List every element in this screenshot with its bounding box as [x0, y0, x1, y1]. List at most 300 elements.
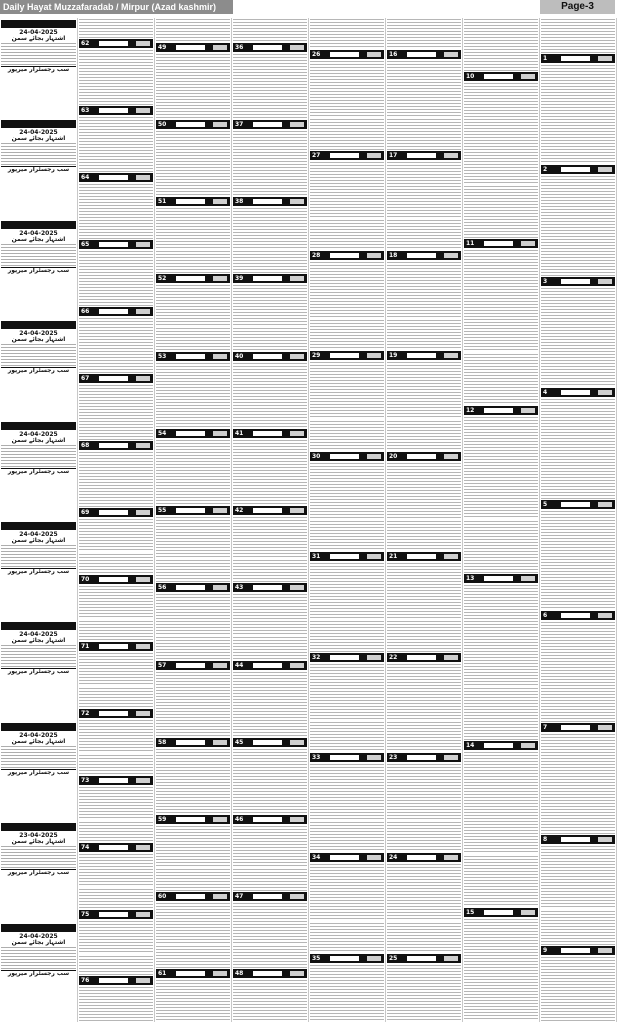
ad-number: 33: [312, 753, 321, 761]
ad-text: [310, 563, 384, 619]
ad-logo-mark: [290, 354, 304, 359]
ad-text: [387, 621, 461, 651]
notice-date: 24-04-2025: [19, 731, 58, 739]
ad-number-bar: [233, 429, 307, 438]
ad-logo-mark: [444, 153, 458, 158]
ad-text: [233, 96, 307, 119]
ad-number-bar: [310, 653, 384, 662]
ad-text: [464, 856, 538, 908]
ad-logo-mark: [367, 655, 381, 660]
ad-text: [310, 162, 384, 218]
notice-column: [0, 18, 78, 1022]
ad-logo-mark: [444, 655, 458, 660]
ad-number-slot: [176, 276, 205, 281]
ad-logo-mark: [136, 376, 150, 381]
ad-number-bar: [233, 815, 307, 824]
ad-number-bar: [79, 910, 153, 919]
ad-number: 8: [543, 835, 548, 843]
ad-text: [541, 242, 615, 276]
ad-number-slot: [99, 978, 128, 983]
ad-number-bar: [310, 853, 384, 862]
ad-number: 30: [312, 452, 321, 460]
ad-number: 19: [389, 352, 398, 360]
ad-number-slot: [407, 755, 436, 760]
ad-number-slot: [176, 508, 205, 513]
ad-number: 20: [389, 452, 398, 460]
ad-number-slot: [561, 837, 590, 842]
notice-date: 24-04-2025: [19, 129, 58, 137]
ad-number-slot: [330, 956, 359, 961]
ad-number-bar: [79, 575, 153, 584]
ad-text: [541, 19, 615, 53]
ad-number-bar: [156, 43, 230, 52]
ad-number-bar: [387, 753, 461, 762]
ad-text: [79, 86, 153, 105]
ad-number: 36: [235, 43, 244, 51]
ad-text: [387, 664, 461, 720]
notice-heading: اشتہار بجائے سمن: [11, 235, 66, 243]
ad-number: 17: [389, 151, 398, 159]
ad-number: 67: [81, 375, 90, 383]
ad-number-slot: [330, 755, 359, 760]
classified-column: [463, 18, 540, 1022]
court-notice: [1, 723, 76, 819]
notice-heading: اشتہار بجائے سمن: [11, 35, 66, 42]
notice-header: [1, 522, 76, 530]
ad-number-bar: [464, 72, 538, 81]
ad-text: [387, 262, 461, 318]
ad-text: [310, 19, 384, 49]
ad-number: 9: [543, 947, 548, 955]
ad-text: [156, 440, 230, 481]
ad-number-slot: [99, 41, 128, 46]
ad-text: [79, 854, 153, 888]
ad-text: [233, 980, 307, 1021]
ad-number-slot: [561, 56, 590, 61]
ad-text: [464, 19, 538, 71]
ad-number: 35: [312, 954, 321, 962]
ad-number-slot: [484, 408, 513, 413]
ad-number: 21: [389, 553, 398, 561]
ad-number: 16: [389, 51, 398, 59]
ad-text: [79, 50, 153, 84]
ad-logo-mark: [598, 613, 612, 618]
ad-number-bar: [310, 753, 384, 762]
ad-logo-mark: [213, 971, 227, 976]
ad-logo-mark: [444, 755, 458, 760]
ad-text: [156, 19, 230, 42]
ad-number-bar: [541, 500, 615, 509]
notice-date: 24-04-2025: [19, 330, 58, 338]
notice-header: [1, 120, 76, 128]
ad-number: 62: [81, 40, 90, 48]
ad-logo-mark: [521, 408, 535, 413]
ad-text: [156, 285, 230, 326]
ad-text: [310, 621, 384, 651]
ad-text: [156, 328, 230, 351]
ad-text: [541, 688, 615, 722]
ad-text: [541, 465, 615, 499]
ad-number-slot: [176, 431, 205, 436]
ad-number-bar: [310, 954, 384, 963]
ad-text: [156, 560, 230, 583]
ad-text: [541, 288, 615, 352]
ad-text: [541, 399, 615, 463]
ad-logo-mark: [290, 817, 304, 822]
ad-number-slot: [99, 108, 128, 113]
ad-number-slot: [99, 778, 128, 783]
ad-text: [233, 173, 307, 196]
ad-number-slot: [99, 443, 128, 448]
ad-number: 14: [466, 741, 475, 749]
ad-text: [79, 987, 153, 1021]
ad-number-bar: [464, 239, 538, 248]
notice-signature: سب رجسٹرار میرپور: [1, 769, 76, 776]
ad-number: 68: [81, 442, 90, 450]
notice-body: [1, 344, 76, 366]
ad-number: 71: [81, 642, 90, 650]
ad-text: [79, 519, 153, 553]
ad-number-slot: [99, 510, 128, 515]
ad-logo-mark: [367, 253, 381, 258]
ad-number-slot: [561, 948, 590, 953]
ad-text: [233, 285, 307, 326]
ad-number-slot: [407, 956, 436, 961]
ad-logo-mark: [598, 837, 612, 842]
ad-text: [79, 19, 153, 38]
court-notice: [1, 120, 76, 216]
notice-heading: اشتہار بجائے سمن: [11, 838, 66, 846]
ad-text: [233, 714, 307, 737]
ad-number-bar: [233, 274, 307, 283]
ad-number-bar: [156, 815, 230, 824]
ad-number-bar: [233, 506, 307, 515]
notice-signature: سب رجسٹرار میرپور: [1, 568, 76, 575]
ad-text: [541, 622, 615, 686]
ad-number-slot: [253, 431, 282, 436]
ad-text: [233, 903, 307, 944]
ad-number: 43: [235, 584, 244, 592]
ad-number-slot: [330, 554, 359, 559]
ad-number-bar: [464, 574, 538, 583]
ad-number: 24: [389, 854, 398, 862]
ad-logo-mark: [290, 508, 304, 513]
ad-number: 29: [312, 352, 321, 360]
ad-number-bar: [387, 351, 461, 360]
ad-number: 26: [312, 51, 321, 59]
ad-number: 34: [312, 854, 321, 862]
ad-text: [233, 869, 307, 892]
ad-number-bar: [79, 39, 153, 48]
ad-number-slot: [176, 663, 205, 668]
ad-logo-mark: [213, 817, 227, 822]
ad-number-bar: [310, 351, 384, 360]
ad-text: [541, 65, 615, 129]
ad-number: 42: [235, 507, 244, 515]
ad-number-bar: [387, 151, 461, 160]
ad-logo-mark: [367, 454, 381, 459]
ad-text: [79, 720, 153, 754]
ad-number: 7: [543, 724, 548, 732]
ad-text: [233, 791, 307, 814]
ad-logo-mark: [136, 443, 150, 448]
ad-number-slot: [484, 241, 513, 246]
court-notice: [1, 422, 76, 518]
ad-number-slot: [561, 502, 590, 507]
ad-text: [79, 956, 153, 975]
page-number: Page-3: [540, 0, 615, 14]
ad-text: [156, 637, 230, 660]
ad-text: [464, 919, 538, 1021]
ad-text: [310, 61, 384, 117]
notice-body: [1, 244, 76, 266]
ad-logo-mark: [213, 508, 227, 513]
ad-text: [79, 653, 153, 687]
ad-number: 3: [543, 277, 548, 285]
ad-logo-mark: [444, 554, 458, 559]
ad-number: 70: [81, 575, 90, 583]
ad-number-slot: [99, 577, 128, 582]
ad-text: [233, 946, 307, 969]
ad-text: [156, 749, 230, 790]
ad-text: [79, 421, 153, 440]
ad-logo-mark: [367, 52, 381, 57]
ad-number: 37: [235, 120, 244, 128]
notice-date: 24-04-2025: [19, 932, 58, 940]
ad-logo-mark: [213, 122, 227, 127]
ad-logo-mark: [290, 740, 304, 745]
notice-header: [1, 20, 76, 28]
ad-text: [464, 688, 538, 740]
ad-number-bar: [156, 197, 230, 206]
ad-logo-mark: [290, 971, 304, 976]
ad-text: [310, 262, 384, 318]
ad-number-bar: [310, 452, 384, 461]
ad-logo-mark: [213, 585, 227, 590]
ad-text: [464, 354, 538, 406]
ad-text: [387, 521, 461, 551]
ad-number: 56: [158, 584, 167, 592]
ad-logo-mark: [367, 153, 381, 158]
ad-number-bar: [79, 307, 153, 316]
ad-number: 40: [235, 352, 244, 360]
ad-number: 51: [158, 198, 167, 206]
ad-number-bar: [79, 709, 153, 718]
ad-text: [233, 405, 307, 428]
ad-logo-mark: [136, 912, 150, 917]
ad-number-bar: [387, 552, 461, 561]
ad-number-slot: [253, 817, 282, 822]
ad-text: [156, 482, 230, 505]
ad-number: 15: [466, 909, 475, 917]
ad-number: 50: [158, 120, 167, 128]
ad-number-slot: [99, 242, 128, 247]
ad-text: [156, 791, 230, 814]
ad-logo-mark: [367, 353, 381, 358]
notice-header: [1, 422, 76, 430]
ad-number: 46: [235, 816, 244, 824]
ad-number-bar: [156, 969, 230, 978]
ad-logo-mark: [598, 167, 612, 172]
ad-number-bar: [233, 969, 307, 978]
classified-column: [386, 18, 463, 1022]
ad-text: [233, 363, 307, 404]
notice-body: [1, 947, 76, 969]
ad-text: [464, 250, 538, 352]
ad-logo-mark: [136, 577, 150, 582]
court-notice: [1, 924, 76, 1020]
ad-number-bar: [233, 43, 307, 52]
ad-text: [156, 96, 230, 119]
ad-logo-mark: [136, 711, 150, 716]
ad-number-slot: [484, 576, 513, 581]
notice-header: [1, 622, 76, 630]
ad-text: [387, 923, 461, 953]
ad-number: 32: [312, 653, 321, 661]
ad-number-bar: [541, 723, 615, 732]
ad-logo-mark: [136, 175, 150, 180]
notice-date: 23-04-2025: [19, 832, 58, 840]
ad-number-bar: [310, 552, 384, 561]
ad-number-bar: [310, 251, 384, 260]
classified-column: [232, 18, 309, 1022]
ad-text: [79, 554, 153, 573]
ad-text: [156, 826, 230, 867]
ad-number-bar: [79, 508, 153, 517]
ad-logo-mark: [521, 743, 535, 748]
ad-text: [79, 452, 153, 486]
ad-number-slot: [253, 354, 282, 359]
ad-number: 69: [81, 508, 90, 516]
ad-logo-mark: [136, 978, 150, 983]
ad-text: [79, 822, 153, 841]
ad-number-bar: [541, 611, 615, 620]
ad-logo-mark: [290, 894, 304, 899]
ad-number: 31: [312, 553, 321, 561]
ad-text: [79, 755, 153, 774]
ad-number-bar: [156, 583, 230, 592]
ad-number: 28: [312, 251, 321, 259]
ad-number-bar: [233, 661, 307, 670]
ad-logo-mark: [444, 353, 458, 358]
ad-text: [233, 672, 307, 713]
ad-number: 22: [389, 653, 398, 661]
ad-text: [156, 517, 230, 558]
ad-logo-mark: [367, 755, 381, 760]
ad-text: [387, 764, 461, 820]
ad-text: [79, 117, 153, 151]
ad-logo-mark: [444, 956, 458, 961]
ad-text: [387, 119, 461, 149]
ad-text: [156, 131, 230, 172]
ad-number-slot: [330, 253, 359, 258]
ad-number-slot: [484, 743, 513, 748]
ad-logo-mark: [213, 199, 227, 204]
ad-text: [310, 664, 384, 720]
ad-number-bar: [541, 388, 615, 397]
ad-number: 13: [466, 574, 475, 582]
ad-text: [233, 131, 307, 172]
ad-text: [541, 131, 615, 165]
notice-signature: سب رجسٹرار میرپور: [1, 970, 76, 977]
ad-number-slot: [176, 585, 205, 590]
ad-text: [156, 946, 230, 969]
ad-number-bar: [79, 642, 153, 651]
ad-text: [156, 405, 230, 428]
ad-text: [541, 577, 615, 611]
ad-logo-mark: [290, 431, 304, 436]
ad-logo-mark: [213, 276, 227, 281]
ad-text: [387, 362, 461, 418]
ad-number-slot: [253, 45, 282, 50]
ad-logo-mark: [136, 108, 150, 113]
ad-text: [233, 594, 307, 635]
court-notice: [1, 823, 76, 919]
ad-logo-mark: [444, 454, 458, 459]
ad-number-slot: [253, 740, 282, 745]
ad-text: [156, 54, 230, 95]
ad-logo-mark: [136, 41, 150, 46]
ad-logo-mark: [136, 778, 150, 783]
ad-number-bar: [387, 452, 461, 461]
ad-logo-mark: [444, 52, 458, 57]
ad-text: [156, 869, 230, 892]
ad-logo-mark: [213, 663, 227, 668]
ad-number: 10: [466, 72, 475, 80]
ad-number-slot: [561, 279, 590, 284]
notice-heading: اشتہار بجائے سمن: [11, 135, 66, 143]
ad-number-slot: [561, 167, 590, 172]
ad-text: [310, 421, 384, 451]
ad-text: [310, 119, 384, 149]
ad-number-slot: [407, 454, 436, 459]
ad-number-slot: [253, 894, 282, 899]
ad-number-bar: [79, 843, 153, 852]
ad-number-bar: [79, 441, 153, 450]
notice-heading: اشتہار بجائے سمن: [11, 537, 66, 544]
ad-text: [156, 363, 230, 404]
ad-text: [233, 517, 307, 558]
ad-text: [310, 362, 384, 418]
ad-number-slot: [330, 353, 359, 358]
ad-number-slot: [176, 45, 205, 50]
ad-text: [156, 980, 230, 1021]
court-notice: [1, 321, 76, 417]
ad-number-bar: [541, 277, 615, 286]
ad-number-bar: [541, 946, 615, 955]
ad-number-bar: [310, 50, 384, 59]
ad-text: [541, 957, 615, 1021]
ad-text: [464, 83, 538, 185]
ad-logo-mark: [521, 910, 535, 915]
ad-logo-mark: [136, 309, 150, 314]
ad-number: 38: [235, 198, 244, 206]
ad-number-slot: [253, 276, 282, 281]
court-notice: [1, 522, 76, 618]
ad-number-slot: [99, 644, 128, 649]
ad-text: [464, 752, 538, 854]
ad-number-slot: [176, 971, 205, 976]
ad-logo-mark: [367, 855, 381, 860]
ad-text: [79, 153, 153, 172]
ad-number-bar: [541, 835, 615, 844]
ad-logo-mark: [444, 855, 458, 860]
ad-number: 49: [158, 43, 167, 51]
ad-number-slot: [484, 910, 513, 915]
ad-number-bar: [387, 853, 461, 862]
ad-number-slot: [253, 508, 282, 513]
ad-text: [233, 19, 307, 42]
